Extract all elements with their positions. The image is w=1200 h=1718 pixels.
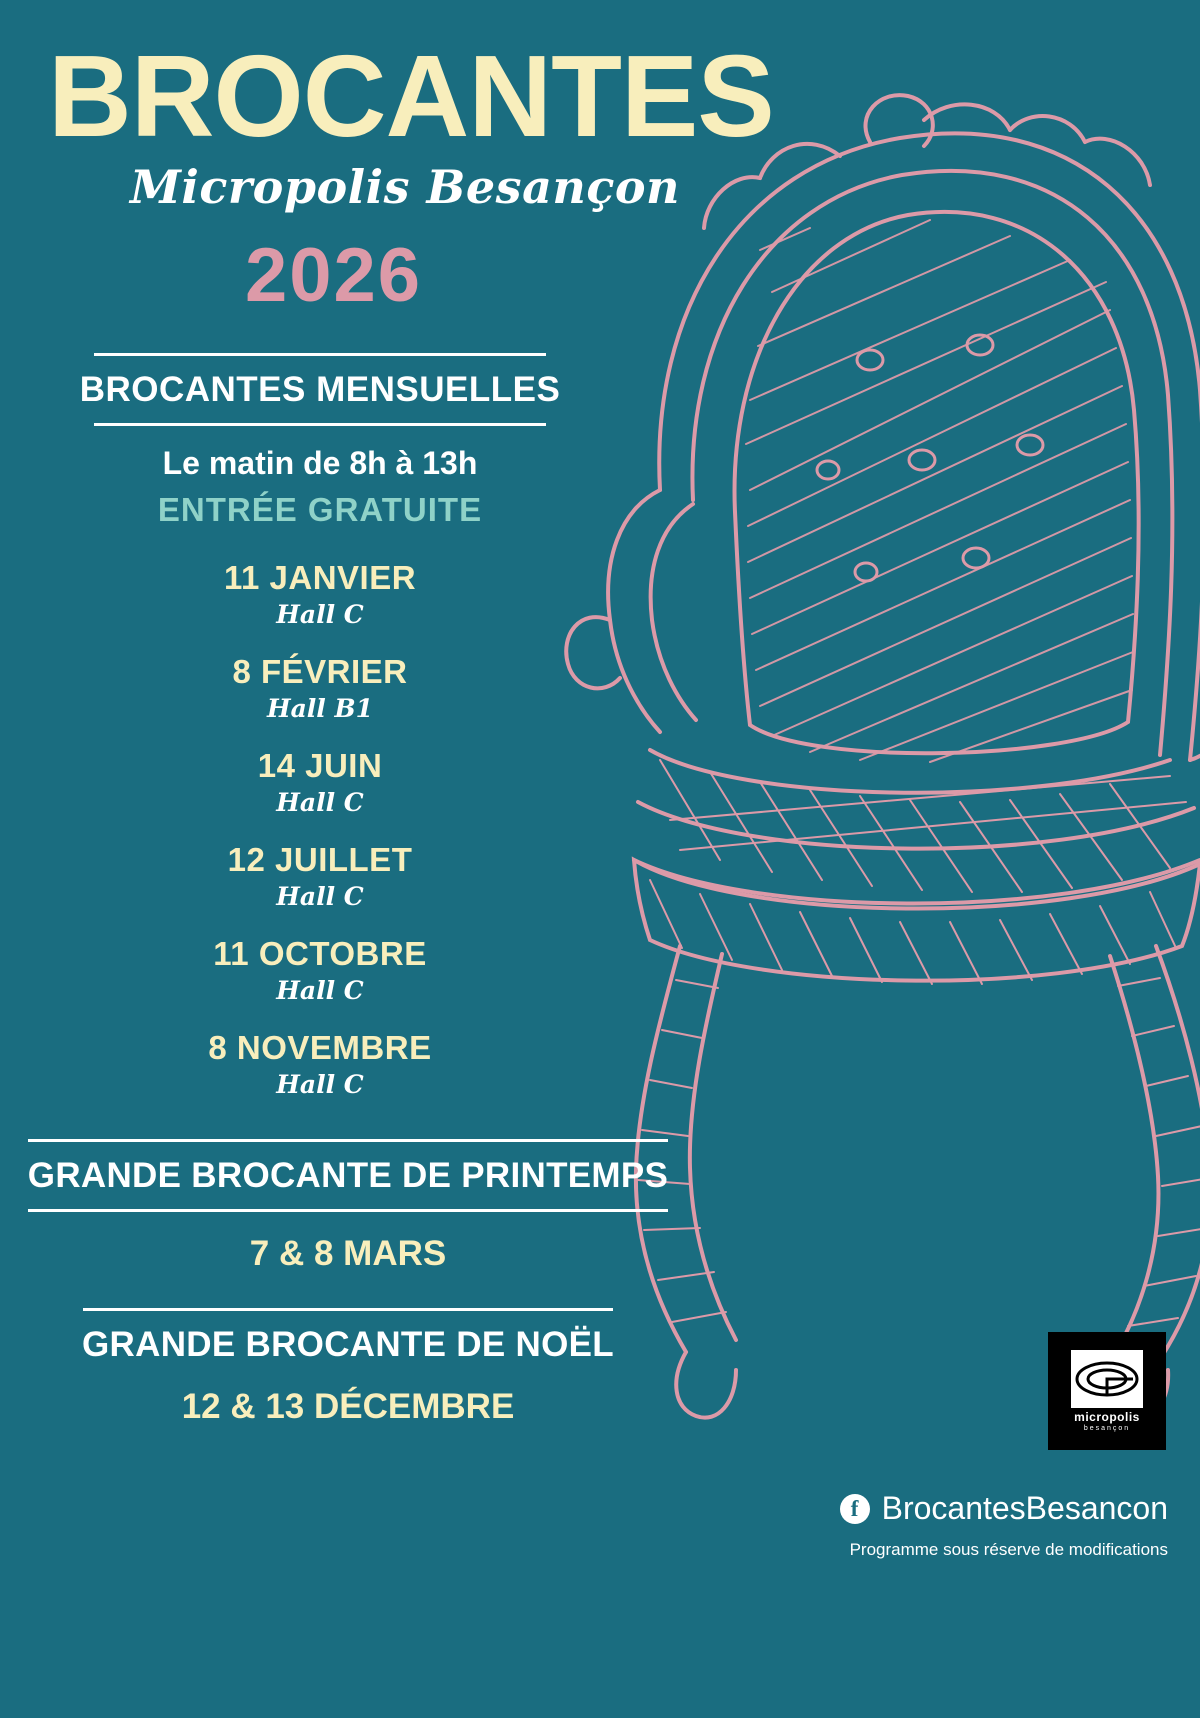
list-item <box>10 1029 630 1099</box>
list-item <box>10 653 630 723</box>
hall-label: Hall C <box>276 1070 364 1099</box>
logo-city: besançon <box>1083 1425 1131 1432</box>
divider-bottom <box>94 423 546 426</box>
micropolis-logo <box>1048 1332 1166 1450</box>
date-label: 14 JUIN <box>257 747 383 784</box>
hall-label: Hall C <box>276 976 364 1005</box>
date-label: 11 JANVIER <box>223 559 417 596</box>
disclaimer-text: Programme sous réserve de modifications <box>849 1540 1168 1559</box>
facebook-icon: f <box>840 1494 870 1524</box>
monthly-dates-list <box>10 559 630 1099</box>
date-label: 8 FÉVRIER <box>232 653 408 690</box>
facebook-handle: BrocantesBesancon <box>881 1490 1168 1526</box>
spring-event-date: 7 & 8 MARS <box>249 1234 447 1273</box>
hall-label: Hall B1 <box>266 694 374 723</box>
year-label: 2026 <box>245 233 423 318</box>
hall-label: Hall C <box>276 600 364 629</box>
micropolis-g-icon <box>1071 1350 1143 1408</box>
noel-event-title: GRANDE BROCANTE DE NOËL <box>82 1325 614 1364</box>
date-label: 11 OCTOBRE <box>213 935 427 972</box>
monthly-section <box>10 353 630 529</box>
divider-top <box>94 353 546 356</box>
noel-event-date: 12 & 13 DÉCEMBRE <box>181 1387 515 1426</box>
list-item <box>10 559 630 629</box>
page-title: BROCANTES <box>48 31 774 161</box>
hall-label: Hall C <box>276 788 364 817</box>
list-item <box>10 841 630 911</box>
hall-label: Hall C <box>276 882 364 911</box>
spring-event-title: GRANDE BROCANTE DE PRINTEMPS <box>27 1156 669 1195</box>
spring-event-section <box>8 1139 688 1274</box>
free-entry-label: ENTRÉE GRATUITE <box>157 491 483 528</box>
divider-bottom <box>28 1209 668 1212</box>
facebook-link[interactable] <box>840 1490 1168 1527</box>
list-item <box>10 935 630 1005</box>
divider-top <box>28 1139 668 1142</box>
venue-subtitle: Micropolis Besançon <box>130 160 680 214</box>
divider-top <box>83 1308 613 1311</box>
logo-name: micropolis <box>1074 1410 1140 1424</box>
date-label: 8 NOVEMBRE <box>208 1029 432 1066</box>
monthly-heading: BROCANTES MENSUELLES <box>79 370 561 409</box>
list-item <box>10 747 630 817</box>
date-label: 12 JUILLET <box>227 841 413 878</box>
noel-event-section <box>8 1308 688 1427</box>
opening-hours: Le matin de 8h à 13h <box>162 445 478 481</box>
